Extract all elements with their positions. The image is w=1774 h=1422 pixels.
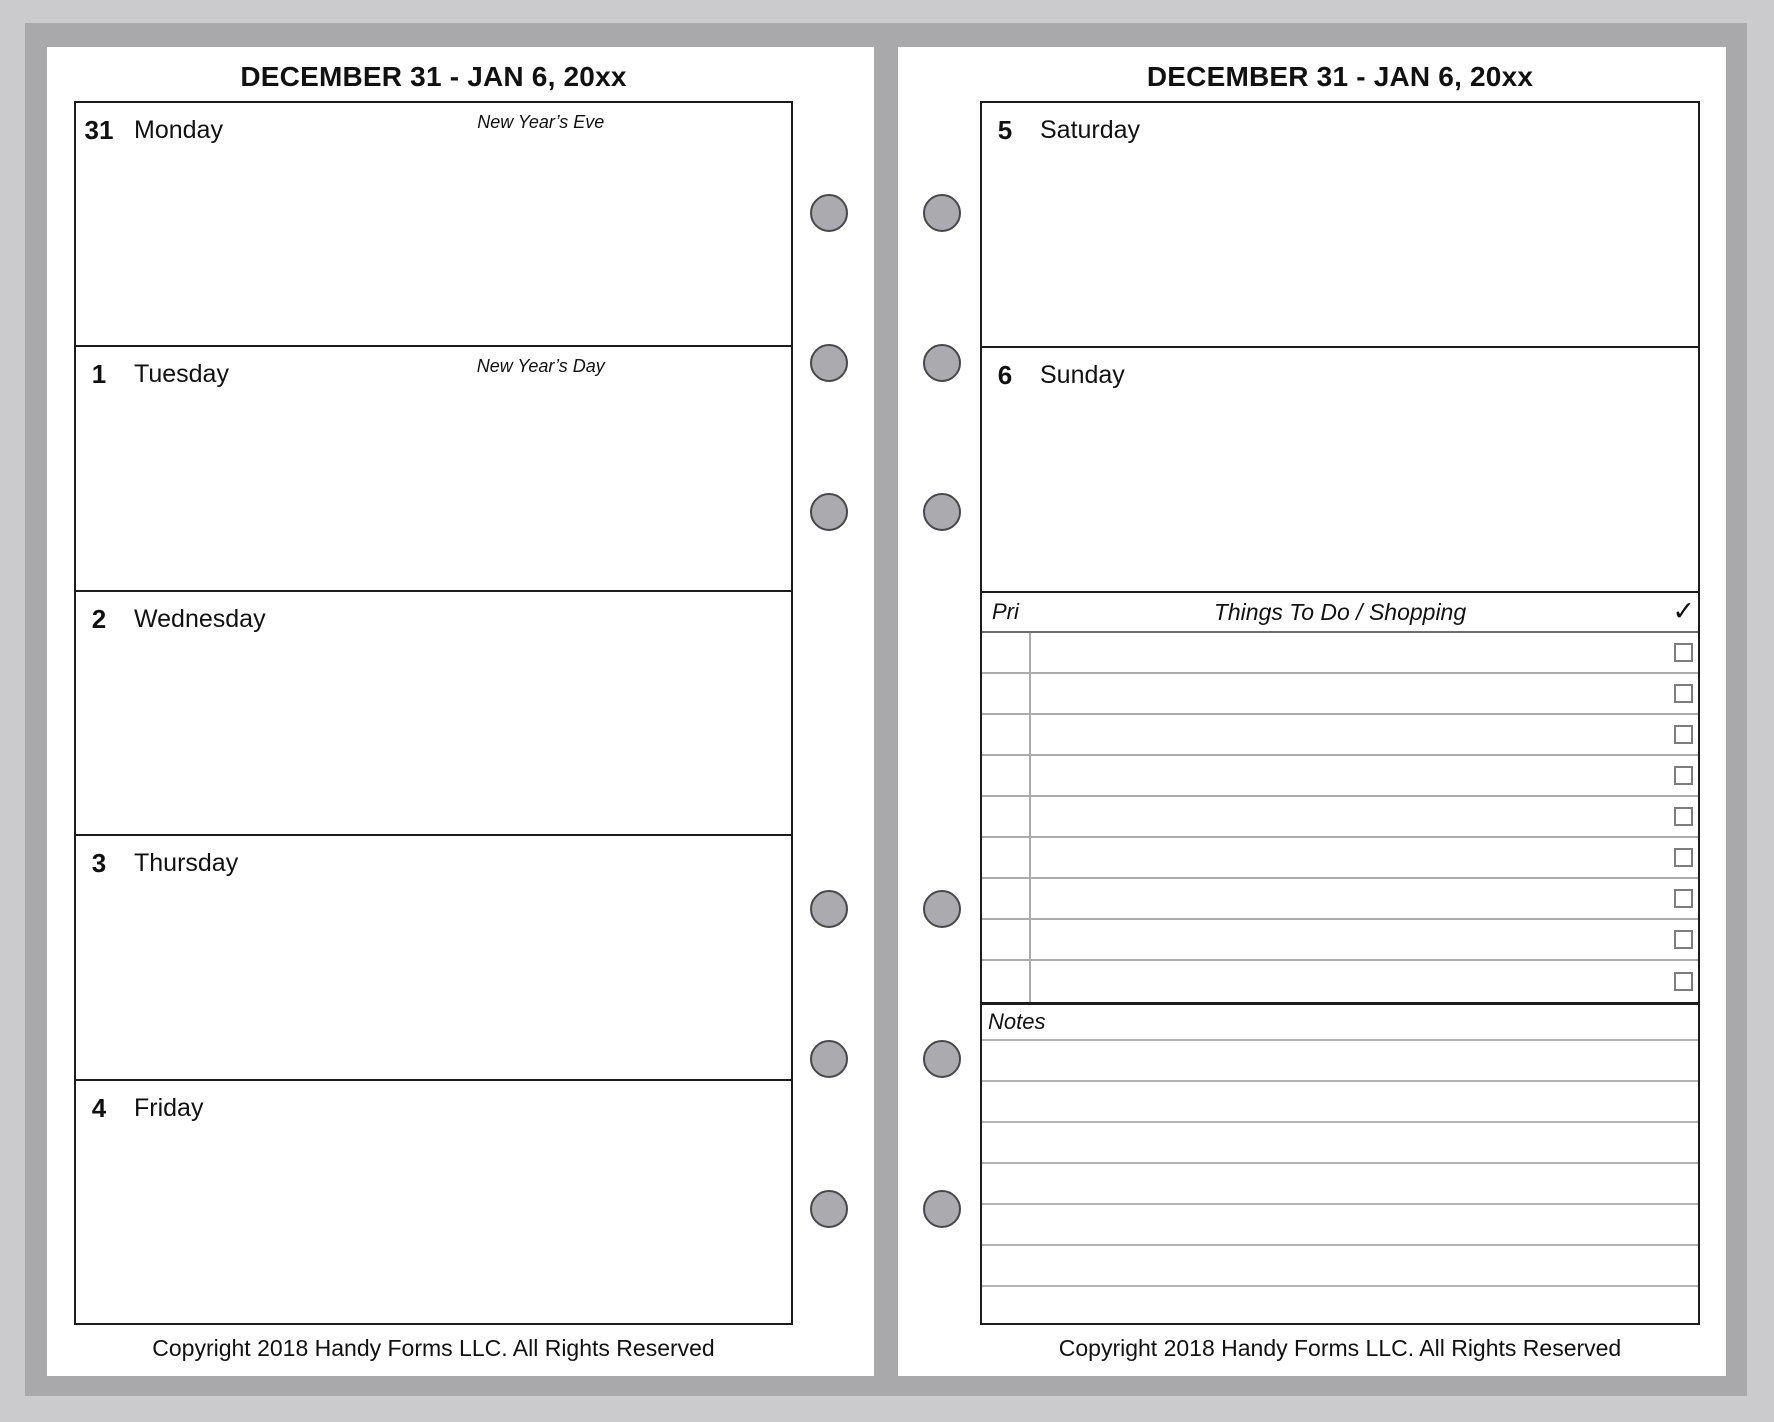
todo-checkbox[interactable] — [1674, 643, 1693, 662]
binder-hole — [810, 493, 848, 531]
notes-line — [982, 1123, 1698, 1164]
day-row-monday — [76, 103, 791, 345]
notes-line — [982, 1246, 1698, 1287]
right-page — [898, 47, 1726, 1376]
todo-header — [982, 593, 1698, 633]
priority-column-label: Pri — [992, 599, 1019, 624]
todo-checkbox[interactable] — [1674, 807, 1693, 826]
day-row-wednesday — [76, 590, 791, 834]
todo-checkbox[interactable] — [1674, 930, 1693, 949]
todo-list — [982, 633, 1698, 1002]
notes-line — [982, 1041, 1698, 1082]
todo-item-line — [1031, 961, 1698, 1002]
day-name: Saturday — [1040, 116, 1141, 144]
day-header — [76, 592, 791, 636]
day-number: 31 — [84, 115, 114, 145]
day-header — [982, 348, 1698, 392]
day-name: Wednesday — [134, 604, 266, 633]
copyright: Copyright 2018 Handy Forms LLC. All Rights Reserved — [152, 1335, 715, 1361]
binder-hole — [923, 1040, 961, 1078]
day-number: 5 — [997, 115, 1013, 145]
notes-header — [982, 1005, 1698, 1041]
binder-hole — [923, 344, 961, 382]
todo-priority-cell — [982, 756, 1031, 795]
day-row-saturday — [982, 103, 1698, 346]
todo-checkbox[interactable] — [1674, 725, 1693, 744]
right-day-grid — [980, 101, 1700, 1325]
todo-row — [982, 797, 1698, 838]
todo-priority-cell — [982, 633, 1031, 672]
todo-priority-cell — [982, 674, 1031, 713]
todo-item-line — [1031, 838, 1698, 877]
day-number: 4 — [91, 1092, 107, 1123]
holiday-note: New Year’s Eve — [477, 112, 605, 132]
binder-hole — [810, 890, 848, 928]
left-page — [47, 47, 874, 1376]
day-row-sunday — [982, 346, 1698, 591]
todo-row — [982, 961, 1698, 1002]
todo-checkbox[interactable] — [1674, 848, 1693, 867]
notes-section — [982, 1002, 1698, 1328]
binder-hole — [923, 194, 961, 232]
todo-priority-cell — [982, 920, 1031, 959]
day-name: Monday — [134, 116, 223, 144]
day-number: 6 — [997, 360, 1013, 390]
binder-hole — [923, 1190, 961, 1228]
todo-item-line — [1031, 674, 1698, 713]
binder-hole — [923, 493, 961, 531]
day-number: 3 — [91, 848, 107, 879]
todo-item-line — [1031, 633, 1698, 672]
page-title: DECEMBER 31 - JAN 6, 20xx — [240, 61, 627, 92]
day-row-thursday — [76, 834, 791, 1078]
todo-row — [982, 633, 1698, 674]
day-header — [76, 103, 791, 147]
left-day-grid — [74, 101, 793, 1325]
todo-item-line — [1031, 756, 1698, 795]
todo-checkbox[interactable] — [1674, 766, 1693, 785]
todo-item-line — [1031, 879, 1698, 918]
day-name: Sunday — [1040, 361, 1125, 389]
notes-line — [982, 1205, 1698, 1246]
todo-row — [982, 920, 1698, 961]
notes-line — [982, 1082, 1698, 1123]
day-header — [76, 836, 791, 880]
day-header — [76, 1081, 791, 1125]
todo-row — [982, 756, 1698, 797]
binder-hole — [810, 1190, 848, 1228]
day-name: Friday — [134, 1093, 204, 1122]
day-name: Tuesday — [134, 360, 229, 389]
day-name: Thursday — [134, 849, 239, 878]
todo-row — [982, 715, 1698, 756]
todo-section — [982, 591, 1698, 1002]
day-header — [76, 347, 791, 391]
binder-hole — [810, 1040, 848, 1078]
todo-checkbox[interactable] — [1674, 889, 1693, 908]
day-header — [982, 103, 1698, 147]
page-title: DECEMBER 31 - JAN 6, 20xx — [1146, 61, 1534, 92]
day-row-friday — [76, 1079, 791, 1323]
copyright: Copyright 2018 Handy Forms LLC. All Rights Reserved — [1058, 1335, 1622, 1361]
todo-priority-cell — [982, 838, 1031, 877]
day-row-tuesday — [76, 345, 791, 589]
binder-hole — [810, 344, 848, 382]
todo-item-line — [1031, 920, 1698, 959]
todo-priority-cell — [982, 879, 1031, 918]
binder-hole — [810, 194, 848, 232]
notes-lines — [982, 1041, 1698, 1328]
notes-label: Notes — [988, 1009, 1046, 1034]
binder-hole — [923, 890, 961, 928]
todo-row — [982, 838, 1698, 879]
todo-checkbox[interactable] — [1674, 684, 1693, 703]
todo-item-line — [1031, 797, 1698, 836]
holiday-note: New Year’s Day — [476, 356, 605, 377]
todo-row — [982, 674, 1698, 715]
todo-checkbox[interactable] — [1674, 972, 1693, 991]
notes-line — [982, 1287, 1698, 1328]
todo-item-line — [1031, 715, 1698, 754]
day-number: 2 — [91, 603, 107, 634]
todo-row — [982, 879, 1698, 920]
todo-title: Things To Do / Shopping — [1213, 598, 1467, 625]
todo-priority-cell — [982, 797, 1031, 836]
notes-line — [982, 1164, 1698, 1205]
day-number: 1 — [91, 359, 107, 390]
checkmark-icon: ✓ — [1672, 596, 1695, 626]
todo-priority-cell — [982, 961, 1031, 1002]
todo-priority-cell — [982, 715, 1031, 754]
